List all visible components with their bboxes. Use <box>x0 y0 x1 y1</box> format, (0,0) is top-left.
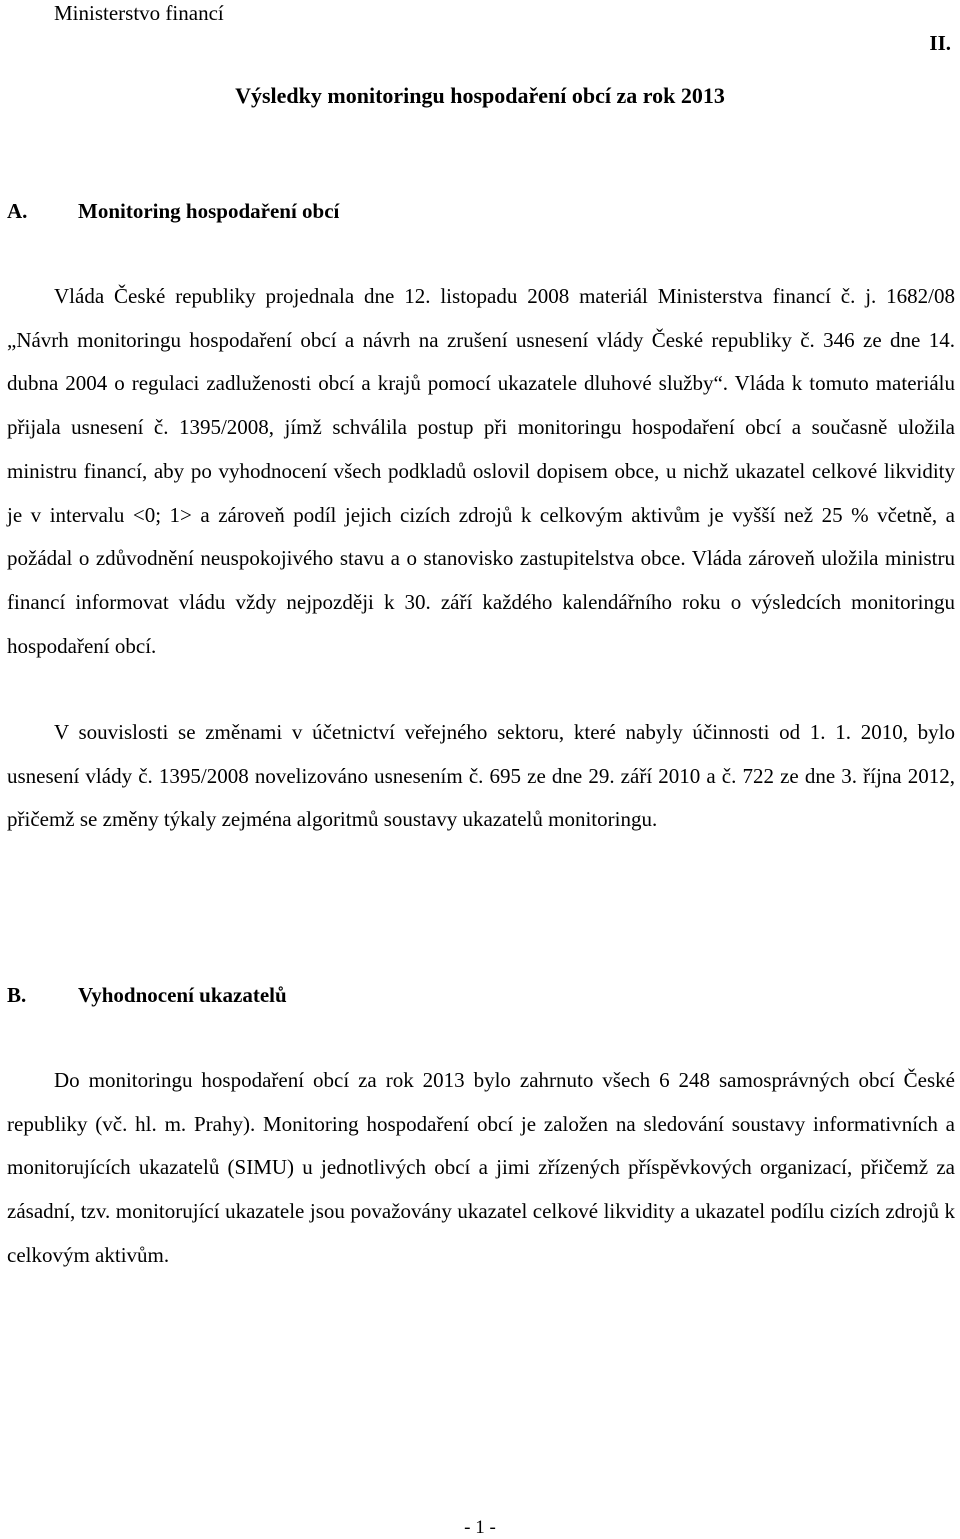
section-a-paragraph-1: Vláda České republiky projednala dne 12. listopadu 2008 materiál Ministerstva financí č. j. 1682/08 „Návrh monitoringu hospodaření obcí a návrh na zrušení usnesení vlády České republiky č. 346 ze dne 14. dubna 2004 o regulaci zadluženosti obcí a krajů pomocí ukazatele dluhové služby“. Vláda k tomuto materiálu přijala usnesení č. 1395/2008, jímž schválila postup při monitoringu hospodaření obcí a současně uložila ministru financí, aby po vyhodnocení všech podkladů oslovil dopisem obce, u nichž ukazatel celkové likvidity je v intervalu <0; 1> a zároveň podíl jejich cizích zdrojů k celkovým aktivům je vyšší než 25 % včetně, a požádal o zdůvodnění neuspokojivého stavu a o stanovisko zastupitelstva obce. Vláda zároveň uložila ministru financí informovat vládu vždy nejpozději k 30. září každého kalendářního roku o výsledcích monitoringu hospodaření obcí. <box>7 284 955 658</box>
document-title: Výsledky monitoringu hospodaření obcí za rok 2013 <box>235 83 725 108</box>
page-number <box>0 1517 960 1539</box>
section-a-heading <box>7 198 339 224</box>
section-b-letter: B. <box>7 983 27 1007</box>
ministry-header: Ministerstvo financí <box>54 1 224 25</box>
section-a-paragraph-2: V souvislosti se změnami v účetnictví veřejného sektoru, které nabyly účinnosti od 1. 1. 2010, bylo usnesení vlády č. 1395/2008 novelizováno usnesením č. 695 ze dne 29. září 2010 a č. 722 ze dne 3. října 2012, přičemž se změny týkaly zejména algoritmů soustavy ukazatelů monitoringu. <box>7 720 955 832</box>
section-b-title: Vyhodnocení ukazatelů <box>78 983 287 1007</box>
section-a-title: Monitoring hospodaření obcí <box>78 199 340 223</box>
chapter-number: II. <box>929 31 951 55</box>
section-b-heading <box>7 982 287 1008</box>
section-b-paragraph-1: Do monitoringu hospodaření obcí za rok 2013 bylo zahrnuto všech 6 248 samosprávných obcí České republiky (vč. hl. m. Prahy). Monitoring hospodaření obcí je založen na sledování soustavy informativních a monitorujících ukazatelů (SIMU) u jednotlivých obcí a jimi zřízených příspěvkových organizací, přičemž za zásadní, tzv. monitorující ukazatele jsou považovány ukazatel celkové likvidity a ukazatel podílu cizích zdrojů k celkovým aktivům. <box>7 1068 955 1267</box>
section-a-letter: A. <box>7 199 28 223</box>
page-number-text: - 1 - <box>464 1517 496 1538</box>
